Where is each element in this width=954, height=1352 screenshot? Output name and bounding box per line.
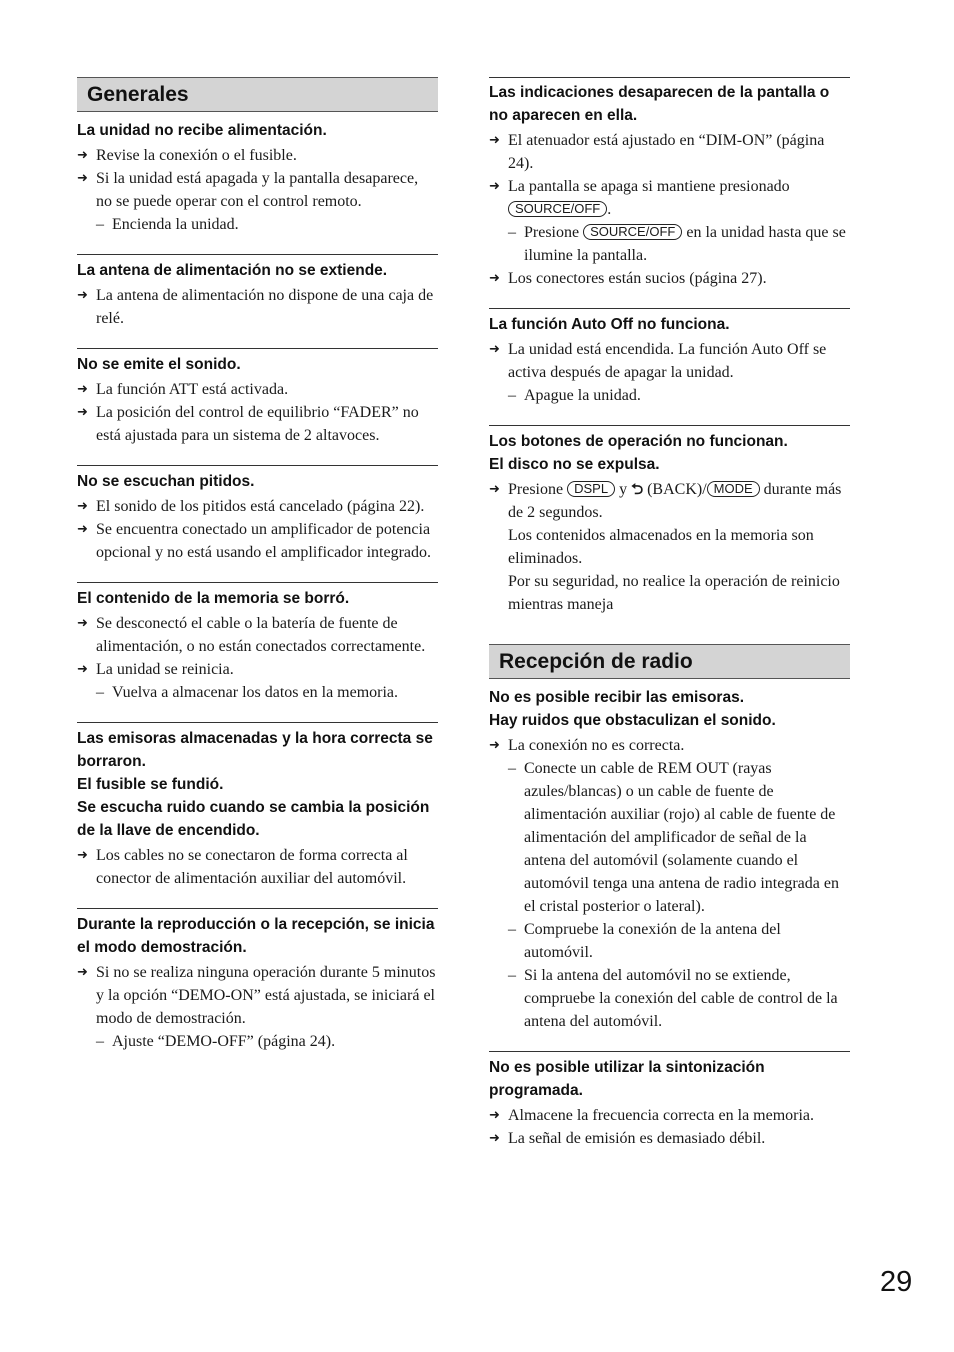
page-number: 29 (880, 1266, 913, 1298)
troubleshoot-block (77, 465, 438, 564)
problem-title: No se emite el sonido. (77, 356, 241, 373)
left-column (77, 77, 438, 1053)
troubleshoot-block (77, 348, 438, 447)
solution-item: ➜ La antena de alimentación no dispone de una caja de relé. (77, 284, 438, 330)
sub-item: – Ajuste “DEMO-OFF” (página 24). (96, 1030, 438, 1053)
right-column (489, 77, 850, 1150)
arrow-icon: ➜ (489, 738, 500, 753)
sub-item: – Vuelva a almacenar los datos en la memoria. (96, 681, 438, 704)
solution-item: ➜ La función ATT está activada. (77, 378, 438, 401)
arrow-icon: ➜ (77, 965, 88, 980)
solution-item: ➜ Se encuentra conectado un amplificador de potencia opcional y no está usando el amplificador integrado. (77, 518, 438, 564)
solution-item: ➜ Revise la conexión o el fusible. (77, 144, 438, 167)
arrow-icon: ➜ (489, 271, 500, 286)
sub-item: – Presione SOURCE/OFF en la unidad hasta que se ilumine la pantalla. (508, 221, 850, 267)
arrow-icon: ➜ (77, 848, 88, 863)
dash-bullet: – (96, 684, 104, 701)
arrow-icon: ➜ (77, 171, 88, 186)
troubleshoot-block (489, 1051, 850, 1150)
problem-title: Se escucha ruido cuando se cambia la posición de la llave de encendido. (77, 799, 430, 839)
problem-title: Las emisoras almacenadas y la hora correcta se borraron. (77, 730, 433, 770)
arrow-icon: ➜ (489, 1108, 500, 1123)
arrow-icon: ➜ (489, 133, 500, 148)
problem-title: Durante la reproducción o la recepción, se inicia el modo demostración. (77, 916, 435, 956)
section-heading-recepcion-radio: Recepción de radio (489, 644, 850, 679)
solution-item: ➜ La unidad está encendida. La función Auto Off se activa después de apagar la unidad. – Apague la unidad. (489, 338, 850, 407)
dash-bullet: – (508, 921, 516, 938)
solution-item: ➜ El atenuador está ajustado en “DIM-ON” (página 24). (489, 129, 850, 175)
problem-title: Los botones de operación no funcionan. (489, 433, 788, 450)
troubleshoot-block (489, 686, 850, 1033)
dash-bullet: – (96, 1033, 104, 1050)
problem-title: El disco no se expulsa. (489, 456, 660, 473)
dash-bullet: – (508, 760, 516, 777)
solution-item: ➜ Se desconectó el cable o la batería de fuente de alimentación, o no están conectados correctamente. (77, 612, 438, 658)
sub-item: – Conecte un cable de REM OUT (rayas azules/blancas) o un cable de fuente de alimentación auxiliar (rojo) al cable de fuente de alimentación del amplificador de señal de la antena del automóvil (solamente cuando el automóvil tenga una antena de radio integrada en el cristal posterior o lateral). (508, 757, 850, 918)
dash-bullet: – (96, 216, 104, 233)
solution-item: ➜ El sonido de los pitidos está cancelado (página 22). (77, 495, 438, 518)
arrow-icon: ➜ (77, 288, 88, 303)
problem-title: El contenido de la memoria se borró. (77, 590, 350, 607)
arrow-icon: ➜ (77, 405, 88, 420)
arrow-icon: ➜ (77, 522, 88, 537)
section-heading-generales: Generales (77, 77, 438, 112)
solution-item: ➜ Presione DSPL y ⮌ (BACK)/ MODE durante más de 2 segundos. Los contenidos almacenados en la memoria son eliminados. Por su seguridad, no realice la operación de reinicio mientras maneja (489, 480, 842, 613)
troubleshoot-block (77, 582, 438, 704)
troubleshoot-block (77, 254, 438, 330)
arrow-icon: ➜ (489, 482, 500, 497)
solution-item: ➜ La conexión no es correcta. – Conecte un cable de REM OUT (rayas azules/blancas) o un cable de fuente de alimentación auxiliar (rojo) al cable de fuente de alimentación del amplificador de señal de la antena del automóvil (solamente cuando el automóvil tenga una antena de radio integrada en el cristal posterior o lateral). – Compruebe la conexión de la antena del automóvil. – Si la antena del automóvil no se extiende, compruebe la conexión del cable de control de la antena del automóvil. (489, 734, 850, 1033)
problem-title: Hay ruidos que obstaculizan el sonido. (489, 712, 776, 729)
solution-item: ➜ La unidad se reinicia. – Vuelva a almacenar los datos en la memoria. (77, 658, 438, 704)
dash-bullet: – (508, 387, 516, 404)
problem-title: No es posible recibir las emisoras. (489, 689, 745, 706)
source-off-button-label: SOURCE/OFF (583, 224, 682, 240)
problem-title: No se escuchan pitidos. (77, 473, 255, 490)
troubleshoot-block (489, 308, 850, 407)
dash-bullet: – (508, 967, 516, 984)
arrow-icon: ➜ (77, 662, 88, 677)
troubleshoot-block (489, 77, 850, 290)
back-icon: ⮌ (631, 480, 644, 498)
troubleshoot-block (77, 722, 438, 890)
arrow-icon: ➜ (489, 1131, 500, 1146)
solution-item: ➜ La señal de emisión es demasiado débil. (489, 1127, 850, 1150)
problem-title: Las indicaciones desaparecen de la pantalla o no aparecen en ella. (489, 84, 830, 124)
mode-button-label: MODE (707, 481, 760, 497)
problem-title: La función Auto Off no funciona. (489, 316, 730, 333)
dspl-button-label: DSPL (567, 481, 615, 497)
solution-item: ➜ La posición del control de equilibrio “FADER” no está ajustada para un sistema de 2 altavoces. (77, 401, 438, 447)
problem-title: La unidad no recibe alimentación. (77, 122, 327, 139)
sub-item: – Si la antena del automóvil no se extiende, compruebe la conexión del cable de control de la antena del automóvil. (508, 964, 850, 1033)
solution-item: ➜ Los conectores están sucios (página 27). (489, 267, 850, 290)
problem-title: La antena de alimentación no se extiende. (77, 262, 388, 279)
arrow-icon: ➜ (77, 382, 88, 397)
sub-item: – Apague la unidad. (508, 384, 850, 407)
solution-item: ➜ Si no se realiza ninguna operación durante 5 minutos y la opción “DEMO-ON” está ajustada, se iniciará el modo de demostración. – Ajuste “DEMO-OFF” (página 24). (77, 961, 438, 1053)
arrow-icon: ➜ (77, 499, 88, 514)
problem-title: El fusible se fundió. (77, 776, 224, 793)
arrow-icon: ➜ (489, 342, 500, 357)
solution-item: ➜ Si la unidad está apagada y la pantalla desaparece, no se puede operar con el control remoto. – Encienda la unidad. (77, 167, 438, 236)
arrow-icon: ➜ (489, 179, 500, 194)
sub-item: – Encienda la unidad. (96, 213, 438, 236)
sub-item: – Compruebe la conexión de la antena del automóvil. (508, 918, 850, 964)
troubleshoot-block (77, 908, 438, 1053)
source-off-button-label: SOURCE/OFF (508, 201, 607, 217)
problem-title: No es posible utilizar la sintonización programada. (489, 1059, 765, 1099)
dash-bullet: – (508, 224, 516, 241)
arrow-icon: ➜ (77, 148, 88, 163)
troubleshoot-block (489, 425, 850, 616)
arrow-icon: ➜ (77, 616, 88, 631)
solution-item: ➜ Almacene la frecuencia correcta en la memoria. (489, 1104, 850, 1127)
troubleshoot-block (77, 119, 438, 236)
solution-item: ➜ La pantalla se apaga si mantiene presionado SOURCE/OFF . – Presione SOURCE/OFF en la unidad hasta que se ilumine la pantalla. (489, 175, 850, 267)
solution-item: ➜ Los cables no se conectaron de forma correcta al conector de alimentación auxiliar del automóvil. (77, 844, 438, 890)
